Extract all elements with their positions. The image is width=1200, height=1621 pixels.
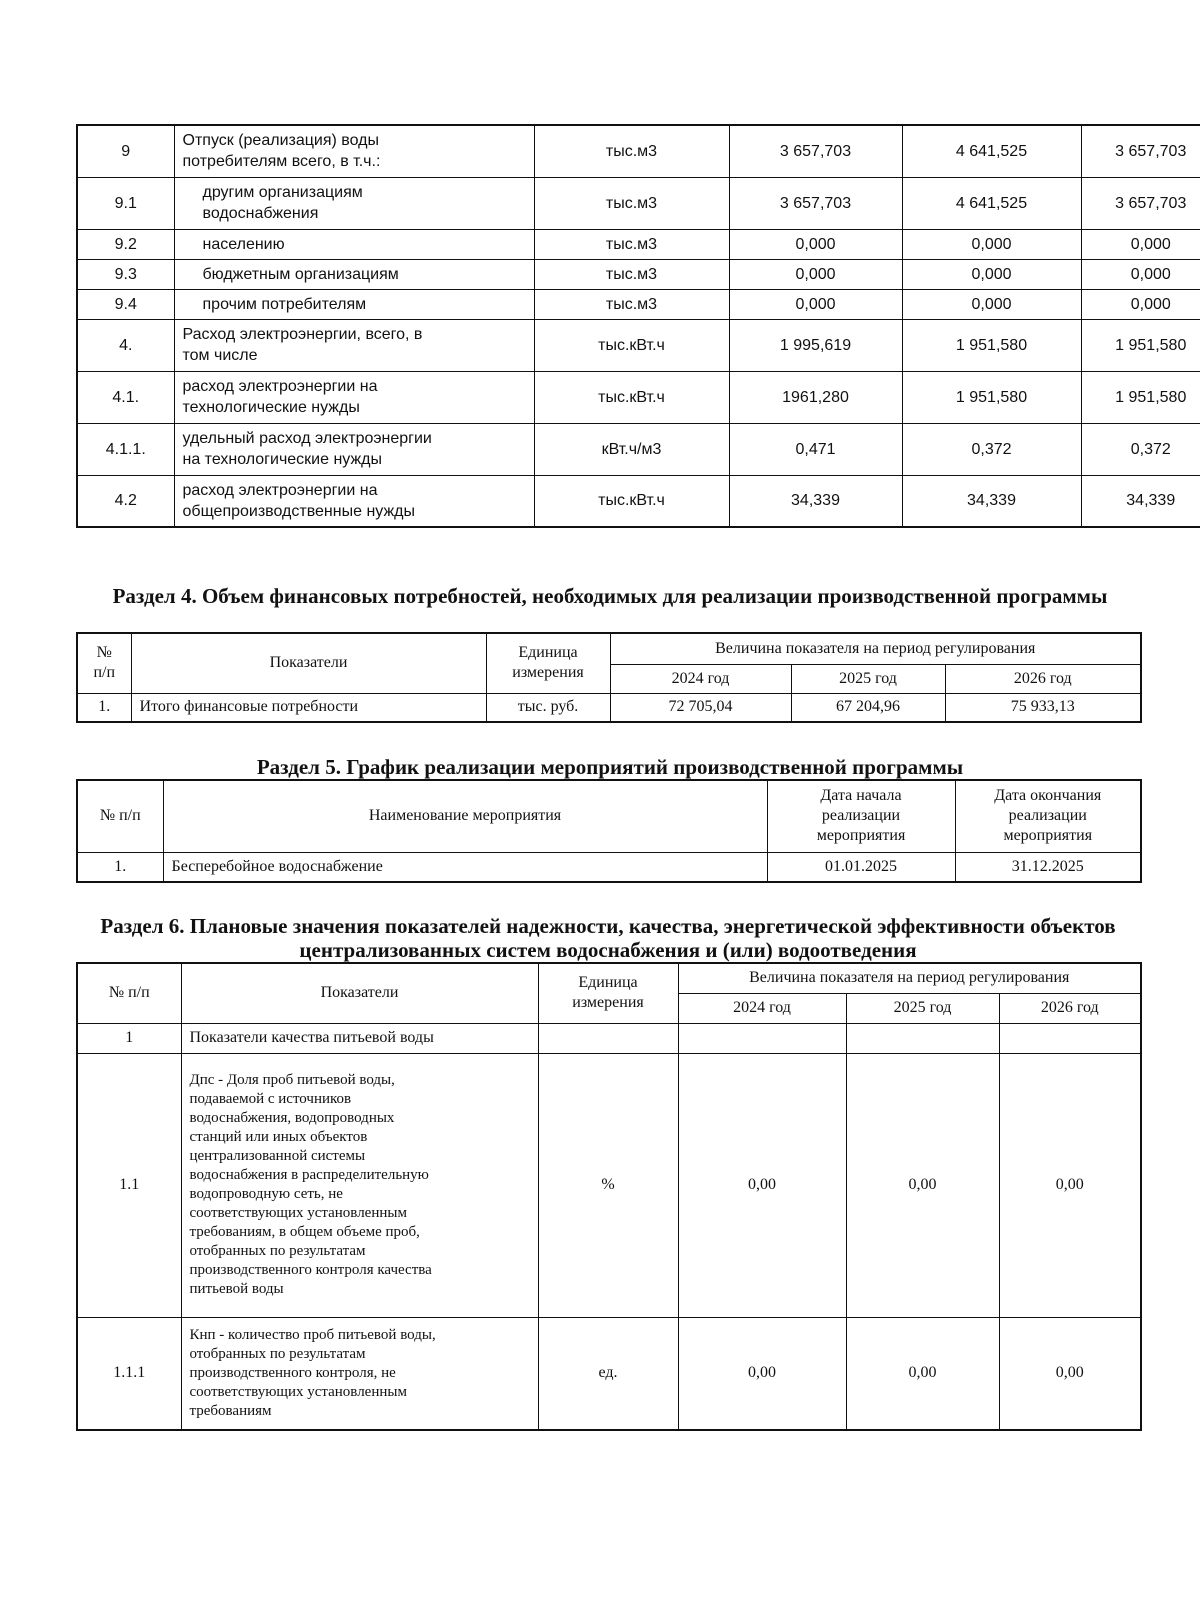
table-row: [77, 423, 1200, 475]
value-2025: 0,000: [902, 229, 1081, 259]
value-2024: 34,339: [729, 475, 902, 527]
header-year-2026: 2026 год: [999, 993, 1141, 1023]
row-num: 1.1.1: [77, 1317, 181, 1430]
row-name: расход электроэнергии на технологические нужды: [174, 371, 534, 423]
value-2024: 0,00: [678, 1317, 846, 1430]
row-num: 9.4: [77, 289, 174, 319]
row-unit: [538, 1023, 678, 1053]
header-event-name: Наименование мероприятия: [163, 780, 767, 852]
table-row: [77, 229, 1200, 259]
value-2026: 1 951,580: [1081, 371, 1200, 423]
value-2026: 0,372: [1081, 423, 1200, 475]
value-2025: 0,00: [846, 1317, 999, 1430]
row-name: прочим потребителям: [174, 289, 534, 319]
value-2026: [999, 1023, 1141, 1053]
row-num: 9.3: [77, 259, 174, 289]
header-year-2024: 2024 год: [678, 993, 846, 1023]
financial-needs-table: [76, 632, 1142, 723]
table-row: [77, 1317, 1141, 1430]
value-2024: 1 995,619: [729, 319, 902, 371]
header-unit: Единица измерения: [538, 963, 678, 1023]
row-unit: %: [538, 1053, 678, 1317]
table-row: [77, 319, 1200, 371]
row-name: населению: [174, 229, 534, 259]
header-indicators: Показатели: [131, 633, 486, 693]
schedule-table: [76, 779, 1142, 883]
header-indicators: Показатели: [181, 963, 538, 1023]
row-name: расход электроэнергии на общепроизводственные нужды: [174, 475, 534, 527]
row-num: 9: [77, 125, 174, 177]
value-2026: 1 951,580: [1081, 319, 1200, 371]
header-year-2025: 2025 год: [846, 993, 999, 1023]
header-end-date: Дата окончания реализации мероприятия: [955, 780, 1141, 852]
row-num: 1: [77, 1023, 181, 1053]
table-row: [77, 1023, 1141, 1053]
value-2024: 3 657,703: [729, 177, 902, 229]
row-unit: тыс. руб.: [486, 693, 610, 722]
energy-water-table-body: [77, 125, 1200, 527]
value-2025: 34,339: [902, 475, 1081, 527]
value-2024: [678, 1023, 846, 1053]
row-num: 1.1: [77, 1053, 181, 1317]
value-2025: [846, 1023, 999, 1053]
row-name: Кнп - количество проб питьевой воды, отобранных по результатам производственного контроля, не соответствующих установленным требованиям: [181, 1317, 538, 1430]
header-num: № п/п: [77, 963, 181, 1023]
value-2026: 0,000: [1081, 289, 1200, 319]
row-name: Отпуск (реализация) воды потребителям всего, в т.ч.:: [174, 125, 534, 177]
row-num: 4.2: [77, 475, 174, 527]
value-2024: 1961,280: [729, 371, 902, 423]
header-num: № п/п: [77, 633, 131, 693]
row-name: Итого финансовые потребности: [131, 693, 486, 722]
table-row: [77, 475, 1200, 527]
value-2024: 0,00: [678, 1053, 846, 1317]
table-row: [77, 693, 1141, 722]
header-period: Величина показателя на период регулирования: [610, 633, 1141, 664]
value-2026: 0,00: [999, 1317, 1141, 1430]
value-2025: 0,000: [902, 259, 1081, 289]
value-2025: 4 641,525: [902, 125, 1081, 177]
row-unit: тыс.м3: [534, 177, 729, 229]
energy-water-table: [76, 124, 1200, 528]
value-2026: 3 657,703: [1081, 177, 1200, 229]
value-2025: 0,00: [846, 1053, 999, 1317]
header-num: № п/п: [77, 780, 163, 852]
header-year-2026: 2026 год: [945, 664, 1141, 693]
value-2024: 3 657,703: [729, 125, 902, 177]
row-start-date: 01.01.2025: [767, 852, 955, 882]
header-year-2025: 2025 год: [791, 664, 945, 693]
row-name: Бесперебойное водоснабжение: [163, 852, 767, 882]
section6-title: Раздел 6. Плановые значения показателей надежности, качества, энергетической эффективности объектов централизованных систем водоснабжения и (или) водоотведения: [100, 914, 1116, 962]
value-2024: 0,000: [729, 229, 902, 259]
value-2024: 0,000: [729, 259, 902, 289]
row-unit: тыс.м3: [534, 229, 729, 259]
reliability-indicators-table: [76, 962, 1142, 1431]
row-unit: тыс.м3: [534, 125, 729, 177]
row-num: 9.2: [77, 229, 174, 259]
table-row: [77, 1053, 1141, 1317]
table-row: [77, 852, 1141, 882]
value-2026: 0,00: [999, 1053, 1141, 1317]
row-num: 1.: [77, 693, 131, 722]
header-start-date: Дата начала реализации мероприятия: [767, 780, 955, 852]
row-num: 4.1.: [77, 371, 174, 423]
value-2024: 72 705,04: [610, 693, 791, 722]
value-2025: 1 951,580: [902, 371, 1081, 423]
table-row: [77, 289, 1200, 319]
value-2026: 0,000: [1081, 259, 1200, 289]
row-num: 1.: [77, 852, 163, 882]
value-2025: 0,372: [902, 423, 1081, 475]
row-end-date: 31.12.2025: [955, 852, 1141, 882]
value-2024: 0,000: [729, 289, 902, 319]
value-2025: 67 204,96: [791, 693, 945, 722]
value-2025: 1 951,580: [902, 319, 1081, 371]
row-num: 4.: [77, 319, 174, 371]
row-name: другим организациям водоснабжения: [174, 177, 534, 229]
row-name: Расход электроэнергии, всего, в том числе: [174, 319, 534, 371]
value-2026: 34,339: [1081, 475, 1200, 527]
row-name: удельный расход электроэнергии на технологические нужды: [174, 423, 534, 475]
value-2026: 3 657,703: [1081, 125, 1200, 177]
table-row: [77, 125, 1200, 177]
table-row: [77, 371, 1200, 423]
row-unit: тыс.кВт.ч: [534, 475, 729, 527]
value-2026: 0,000: [1081, 229, 1200, 259]
value-2024: 0,471: [729, 423, 902, 475]
table-row: [77, 259, 1200, 289]
row-unit: кВт.ч/м3: [534, 423, 729, 475]
header-year-2024: 2024 год: [610, 664, 791, 693]
value-2026: 75 933,13: [945, 693, 1141, 722]
header-unit: Единица измерения: [486, 633, 610, 693]
section4-title: Раздел 4. Объем финансовых потребностей, необходимых для реализации производственной программы: [112, 584, 1108, 608]
row-name: Показатели качества питьевой воды: [181, 1023, 538, 1053]
row-unit: тыс.кВт.ч: [534, 371, 729, 423]
table-row: [77, 177, 1200, 229]
section5-title: Раздел 5. График реализации мероприятий производственной программы: [256, 755, 964, 779]
row-unit: тыс.кВт.ч: [534, 319, 729, 371]
row-unit: ед.: [538, 1317, 678, 1430]
row-unit: тыс.м3: [534, 259, 729, 289]
row-num: 4.1.1.: [77, 423, 174, 475]
row-name: Дпс - Доля проб питьевой воды, подаваемой с источников водоснабжения, водопроводных станций или иных объектов централизованной системы водоснабжения в распределительную водопроводную сеть, не соответствующих установленным требованиям, в общем объеме проб, отобранных по результатам производственного контроля качества питьевой воды: [181, 1053, 538, 1317]
header-period: Величина показателя на период регулирования: [678, 963, 1141, 993]
value-2025: 4 641,525: [902, 177, 1081, 229]
row-name: бюджетным организациям: [174, 259, 534, 289]
row-num: 9.1: [77, 177, 174, 229]
row-unit: тыс.м3: [534, 289, 729, 319]
value-2025: 0,000: [902, 289, 1081, 319]
